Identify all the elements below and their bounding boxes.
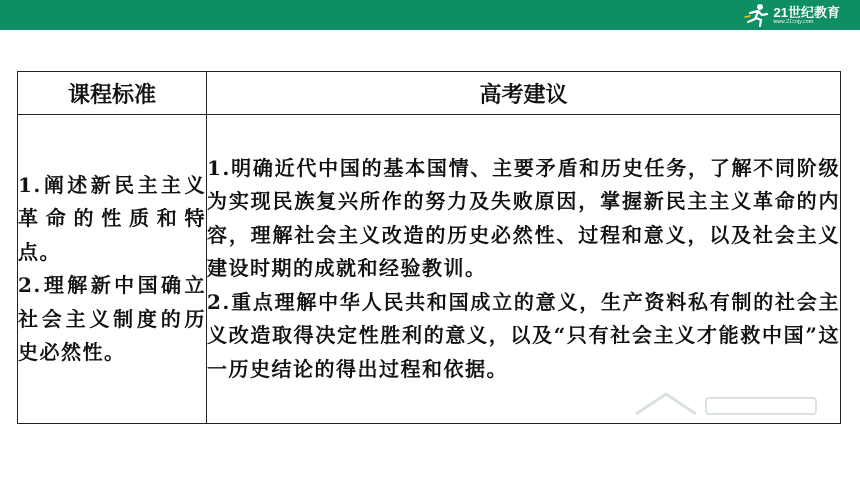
top-banner bbox=[0, 0, 860, 30]
header-curriculum-standard: 课程标准 bbox=[18, 72, 207, 115]
table-row bbox=[18, 115, 841, 424]
advice-item-1: 1.明确近代中国的基本国情、主要矛盾和历史任务，了解不同阶级为实现民族复兴所作的努力及失败原因，掌握新民主主义革命的内容，理解社会主义改造的历史必然性、过程和意义，以及社会主义建设时期的成就和经验教训。 bbox=[207, 155, 840, 281]
exam-advice-cell bbox=[207, 115, 841, 424]
curriculum-standard-cell bbox=[18, 115, 207, 424]
advice-item-2: 2.重点理解中华人民共和国成立的意义，生产资料私有制的社会主义改造取得决定性胜利的意义，以及“只有社会主义才能救中国”这一历史结论的得出过程和依据。 bbox=[207, 289, 840, 381]
curriculum-table bbox=[17, 71, 841, 424]
header-exam-advice: 高考建议 bbox=[207, 72, 841, 115]
brand-url: www.21cnjy.com bbox=[773, 18, 814, 25]
standard-item-2: 2.理解新中国确立社会主义制度的历史必然性。 bbox=[18, 273, 206, 364]
brand-name: 21世纪教育 bbox=[773, 4, 840, 20]
brand-logo bbox=[744, 2, 840, 28]
running-figure-icon bbox=[744, 3, 770, 27]
standard-item-1: 1.阐述新民主主义革命的性质和特点。 bbox=[18, 172, 206, 264]
table-header-row bbox=[18, 72, 841, 115]
